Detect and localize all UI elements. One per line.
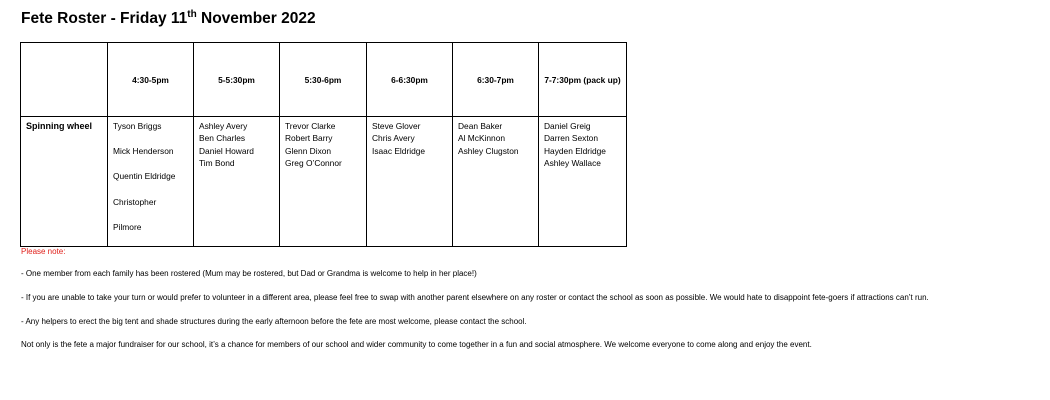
volunteer-name: Al McKinnon (458, 133, 506, 144)
roster-cell (367, 117, 453, 247)
volunteer-name: Glenn Dixon (285, 145, 332, 156)
volunteer-name: Chris Avery (372, 133, 415, 144)
volunteer-name: Ashley Avery (199, 121, 248, 131)
volunteer-name: Daniel Howard (199, 145, 254, 156)
header-time-slot: 6:30-7pm (453, 43, 539, 117)
volunteer-name: Tim Bond (199, 158, 235, 169)
roster-cell (108, 117, 194, 247)
note-item: - One member from each family has been rostered (Mum may be rostered, but Dad or Grandma is welcome to help in her place!) (21, 269, 477, 278)
header-time-slot: 6-6:30pm (367, 43, 453, 117)
volunteer-name: Hayden Eldridge (544, 145, 606, 156)
roster-cell (280, 117, 367, 247)
closing-paragraph: Not only is the fete a major fundraiser for our school, it’s a chance for members of our school and wider community to come together in a fun and social atmosphere. We welcome everyone to come along and enjoy the event. (21, 340, 812, 349)
roster-cell (539, 117, 627, 247)
volunteer-name: Greg O’Connor (285, 158, 342, 169)
volunteer-name: Darren Sexton (544, 133, 598, 144)
volunteer-name: Christopher (113, 196, 157, 207)
row-label: Spinning wheel (21, 117, 108, 247)
volunteer-name: Tyson Briggs (113, 121, 162, 131)
volunteer-name: Steve Glover (372, 121, 421, 131)
header-time-slot: 7-7:30pm (pack up) (539, 43, 627, 117)
title-suffix: November 2022 (196, 10, 316, 28)
header-time-slot: 5-5:30pm (194, 43, 280, 117)
roster-cell (453, 117, 539, 247)
note-item: - If you are unable to take your turn or would prefer to volunteer in a different area, please feel free to swap with another parent elsewhere on any roster or contact the school as soon as possible. We would hate to disappoint fete-goers if attractions can’t run. (21, 293, 929, 302)
volunteer-name: Mick Henderson (113, 146, 174, 157)
volunteer-name: Ashley Clugston (458, 145, 519, 156)
volunteer-name: Isaac Eldridge (372, 145, 426, 156)
volunteer-name: Daniel Greig (544, 121, 591, 131)
volunteer-name: Ben Charles (199, 133, 246, 144)
title-superscript: th (187, 9, 197, 20)
volunteer-name: Quentin Eldridge (113, 171, 176, 182)
title-prefix: Fete Roster - Friday 11 (21, 10, 188, 28)
header-time-slot: 5:30-6pm (280, 43, 367, 117)
roster-cell (194, 117, 280, 247)
volunteer-name: Trevor Clarke (285, 121, 336, 131)
volunteer-name: Dean Baker (458, 121, 503, 131)
header-time-slot: 4:30-5pm (108, 43, 194, 117)
notes-heading: Please note: (21, 247, 66, 256)
header-blank (21, 43, 108, 117)
volunteer-name: Ashley Wallace (544, 158, 601, 169)
volunteer-name: Robert Barry (285, 133, 333, 144)
roster-table (20, 42, 627, 247)
page-title (21, 9, 316, 28)
note-item: - Any helpers to erect the big tent and shade structures during the early afternoon before the fete are most welcome, please contact the school. (21, 317, 527, 326)
table-row (21, 117, 627, 247)
volunteer-name: Pilmore (113, 221, 142, 232)
table-header-row (21, 43, 627, 117)
